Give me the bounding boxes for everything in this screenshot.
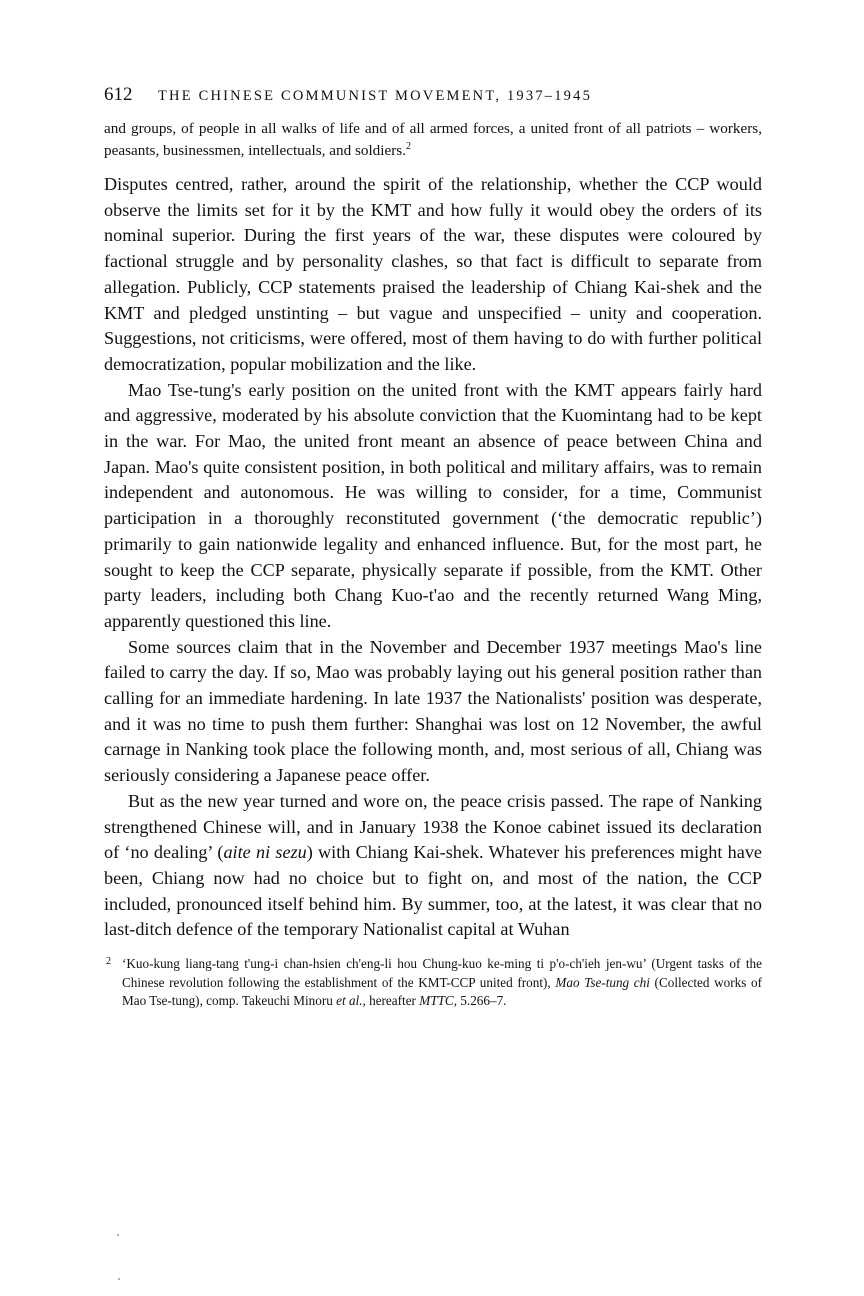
paragraph: Some sources claim that in the November and December 1937 meetings Mao's line failed to carry the day. If so, Mao was probably laying out his general position rather than calling for an immediate hardening. In late 1937 the Nationalists' position was desperate, and it was no time to push them further: Shanghai was lost on 12 November, the awful carnage in Nanking took place the following month, and, most serious of all, Chiang was seriously considering a Japanese peace offer.: [104, 636, 762, 786]
page-number: 612: [104, 84, 133, 105]
footnote-text: , 5.266–7.: [453, 993, 507, 1009]
footnote-text: , hereafter: [362, 993, 420, 1009]
footnote-marker: 2: [106, 956, 111, 968]
paragraph: Disputes centred, rather, around the spirit of the relationship, whether the CCP would observe the limits set for it by the KMT and how fully it would obey the orders of its nominal superior. During the first years of the war, these disputes were coloured by factional struggle and by personality clashes, so that fact is difficult to separate from allegation. Publicly, CCP statements praised the leadership of Chiang Kai-shek and the KMT and pledged unstinting – but vague and unspecified – unity and cooperation. Suggestions, not criticisms, were offered, most of them having to do with further political democratization, popular mobilization and the like.: [104, 174, 762, 374]
scan-speck: [118, 1278, 120, 1280]
footnote-text: ‘Kuo-kung liang-tang t'ung-i chan-hsien ch'eng-li hou Chung-kuo ke-ming ti p'o-ch'ieh jen-wu’ (Urgent tasks of the Chinese revolution following the establishment of the KMT-CCP united front),: [122, 956, 762, 990]
paragraph-text: ) with Chiang Kai-shek. Whatever his preferences might have been, Chiang now had no choice but to fight on, and most of the nation, the CCP included, pronounced itself behind him. By summer, too, at the latest, it was clear that no last-ditch defence of the temporary Nationalist capital at Wuhan: [104, 842, 762, 940]
paragraph-text: But as the new year turned and wore on, the peace crisis passed. The rape of Nanking strengthened Chinese will, and in January 1938 the Konoe cabinet issued its declaration of ‘no dealing’ (: [104, 790, 762, 863]
book-page: [104, 84, 762, 1011]
quote-text: and groups, of people in all walks of life and of all armed forces, a united front of all patriots – workers, peasants, businessmen, intellectuals, and soldiers.: [104, 120, 762, 159]
paragraph: Mao Tse-tung's early position on the united front with the KMT appears fairly hard and aggressive, moderated by his absolute conviction that the Kuomintang had to be kept in the war. For Mao, the united front meant an absence of peace between China and Japan. Mao's quite consistent position, in both political and military affairs, was to remain independent and autonomous. He was willing to consider, for a time, Communist participation in a thoroughly reconstituted government (‘the democratic republic’) primarily to gain nationwide legality and enhanced influence. But, for the most part, he sought to keep the CCP separate, physically separate if possible, from the KMT. Other party leaders, including both Chang Kuo-t'ao and the recently returned Wang Ming, apparently questioned this line.: [104, 379, 762, 631]
footnote-reference: 2: [406, 140, 411, 152]
running-head: THE CHINESE COMMUNIST MOVEMENT, 1937–1945: [158, 88, 593, 104]
footnote-et-al: et al.: [336, 993, 363, 1009]
paragraph: [104, 789, 762, 943]
footnote-text: (Collected works of Mao Tse-tung), comp. Takeuchi Minoru: [122, 974, 762, 1009]
footnote: [104, 955, 762, 1011]
footnote-abbreviation: MTTC: [419, 993, 454, 1009]
body-text: [104, 172, 762, 943]
page-header: [104, 84, 762, 110]
scan-speck: [117, 1234, 119, 1236]
block-quote: [104, 118, 762, 162]
footnote-book-title: Mao Tse-tung chi: [555, 974, 650, 990]
japanese-term: aite ni sezu: [223, 842, 307, 863]
